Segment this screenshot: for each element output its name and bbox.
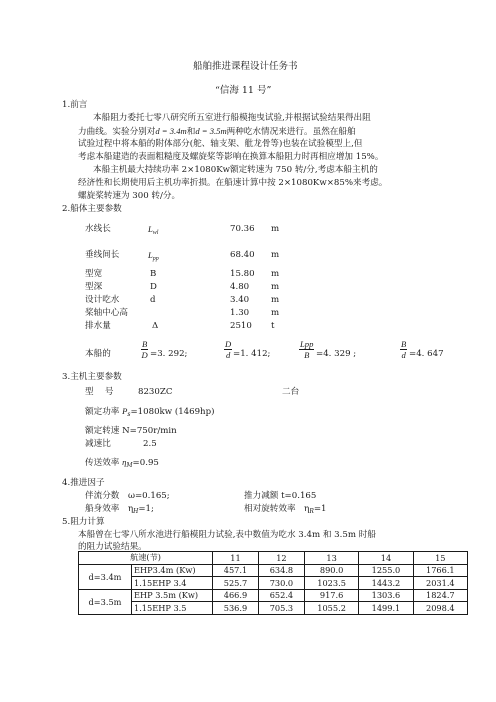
thrust-deduction: 推力减额 t=0.165 [244,491,317,501]
param-unit: m [271,269,280,279]
param-unit: m [271,250,280,260]
ratio-value: =4. 647 [409,349,444,359]
param-value: 2510 [230,321,252,331]
section-1-line-5: 本船主机最大持续功率 2×1080Kw额定转速为 750 转/分,考虑本船主机的 [93,165,378,175]
line-2-text-a: 力曲线。实验分别对 [78,127,156,137]
engine-type-label: 型 号 [85,387,114,397]
reduction-ratio-label: 减速比 [85,439,111,449]
param-name: 水线长 [85,224,111,234]
table-cell: 705.3 [258,602,304,615]
table-cell: 2031.4 [413,577,467,590]
param-value: 68.40 [230,250,255,260]
param-unit: m [271,295,280,305]
table-cell: 730.0 [258,577,304,590]
table-cell: 890.0 [304,564,358,577]
table-cell: 466.9 [213,589,259,602]
table-draft-cell: d=3.4m [79,564,132,589]
param-unit: m [271,224,280,234]
line-2-text-b: 两种吃水情况来进行。虽然在船舶 [226,127,356,137]
section-1-line-4: 考虑本船建造的表面粗糙度及螺旋桨等影响在换算本船阻力时再相应增加 15%。 [78,152,384,162]
section-1-line-2 [78,125,356,138]
table-cell: 525.7 [213,577,259,590]
section-5-heading: 5.阻力计算 [62,517,105,527]
section-1-line-1: 本船阻力委托七零八研究所五室进行船模拖曳试验,并根据试验结果得出阻 [93,113,371,123]
table-cell: 1303.6 [359,589,413,602]
hull-efficiency: 船身效率 $\eta_H=1$; [85,504,154,515]
param-symbol: $L_{pp}$ [148,250,159,262]
table-cell: 1023.5 [304,577,358,590]
relative-rotative-efficiency: 相对旋转效率 $\eta_R=1$ [244,504,327,515]
table-cell: 1824.7 [413,589,467,602]
table-cell: 652.4 [258,589,304,602]
param-value: 4.80 [230,282,250,292]
table-cell: 1255.0 [359,564,413,577]
table-header-cell: 航速(节) [79,552,213,565]
rated-power: 额定功率 $P_s=1080kw$ (1469hp) [85,406,215,418]
ratio-fraction: Lpp B [300,339,314,360]
section-1-line-7: 螺旋桨转速为 300 转/分。 [78,191,181,201]
table-header-cell: 15 [413,552,467,565]
param-name: 型宽 [85,269,103,279]
engine-count: 二台 [282,387,300,397]
reduction-ratio-value: 2.5 [143,439,157,449]
param-symbol: $L_{wl}$ [148,224,159,236]
ratio-label: 本船的 [85,349,111,359]
document-title: 船舶推进课程设计任务书 [193,61,298,72]
table-header-cell: 14 [359,552,413,565]
param-unit: t [271,321,275,331]
table-cell: 2098.4 [413,602,467,615]
rated-speed: 额定转速 N=750r/min [85,426,177,436]
section-1-line-3: 试验过程中将本船的附体部分(舵、轴支架、舭龙骨等)也装在试验模型上,但 [78,139,363,149]
param-value: 3.40 [230,295,250,305]
ratio-value: =1. 412; [233,349,271,359]
param-name: 排水量 [85,321,111,331]
param-name: 设计吃水 [85,295,120,305]
param-name: 型深 [85,282,103,292]
param-name: 垂线间长 [85,250,120,260]
table-cell: 1443.2 [359,577,413,590]
param-value: 1.30 [230,308,250,318]
table-header-row [79,552,468,565]
document-subtitle: “信海 11 号” [215,85,272,96]
param-symbol: B [150,269,157,279]
ratio-value: =3. 292; [150,349,188,359]
section-1-line-6: 经济性和长期使用后主机功率折损。在船速计算中按 2×1080Kw×85%来考虑。 [78,178,388,188]
table-row [79,602,468,615]
table-label-cell: 1.15EHP 3.4 [132,577,213,590]
draft-equation-2: d = 3.5m [195,126,227,136]
param-unit: m [271,282,280,292]
ratio-value: =4. 329 ; [316,349,357,359]
engine-type-value: 8230ZC [138,387,173,397]
section-5-line-2: 的阻力试验结果。 [78,542,147,552]
section-4-heading: 4.推进因子 [62,478,105,488]
table-label-cell: EHP3.4m (Kw) [132,564,213,577]
table-header-cell: 13 [304,552,358,565]
table-label-cell: 1.15EHP 3.5 [132,602,213,615]
table-header-cell: 11 [213,552,259,565]
table-cell: 1499.1 [359,602,413,615]
ratio-fraction: $\frac{B}{D}$ [141,339,148,360]
param-symbol: d [150,295,156,305]
table-cell: 1055.2 [304,602,358,615]
table-header-cell: 12 [258,552,304,565]
line-2-and: 和 [186,127,196,137]
ratio-fraction: $\frac{B}{d}$ [401,339,407,360]
param-symbol: D [150,282,157,292]
table-cell: 1766.1 [413,564,467,577]
table-row [79,564,468,577]
table-draft-cell: d=3.5m [79,589,132,614]
param-value: 70.36 [230,224,255,234]
table-row [79,589,468,602]
table-cell: 634.8 [258,564,304,577]
transmission-efficiency: 传送效率 $\eta_M=0.95$ [85,457,159,469]
table-cell: 457.1 [213,564,259,577]
param-unit: m [271,308,280,318]
ratio-fraction: $\frac{D}{d}$ [225,339,232,360]
draft-equation-1: d = 3.4m [155,126,187,136]
param-name: 桨轴中心高 [85,308,128,318]
table-cell: 917.6 [304,589,358,602]
section-2-heading: 2.船体主要参数 [62,204,122,214]
param-symbol: Δ [152,321,159,331]
section-3-heading: 3.主机主要参数 [62,372,122,382]
table-cell: 536.9 [213,602,259,615]
wake-fraction: 伴流分数 ω=0.165; [85,491,170,501]
section-1-heading: 1.前言 [62,100,88,110]
table-label-cell: EHP 3.5m (Kw) [132,589,213,602]
param-value: 15.80 [230,269,255,279]
section-5-line-1: 本船曾在七零八所水池进行船模阻力试验,表中数值为吃水 3.4m 和 3.5m 时船 [78,530,376,540]
table-row [79,577,468,590]
resistance-table [78,551,468,615]
